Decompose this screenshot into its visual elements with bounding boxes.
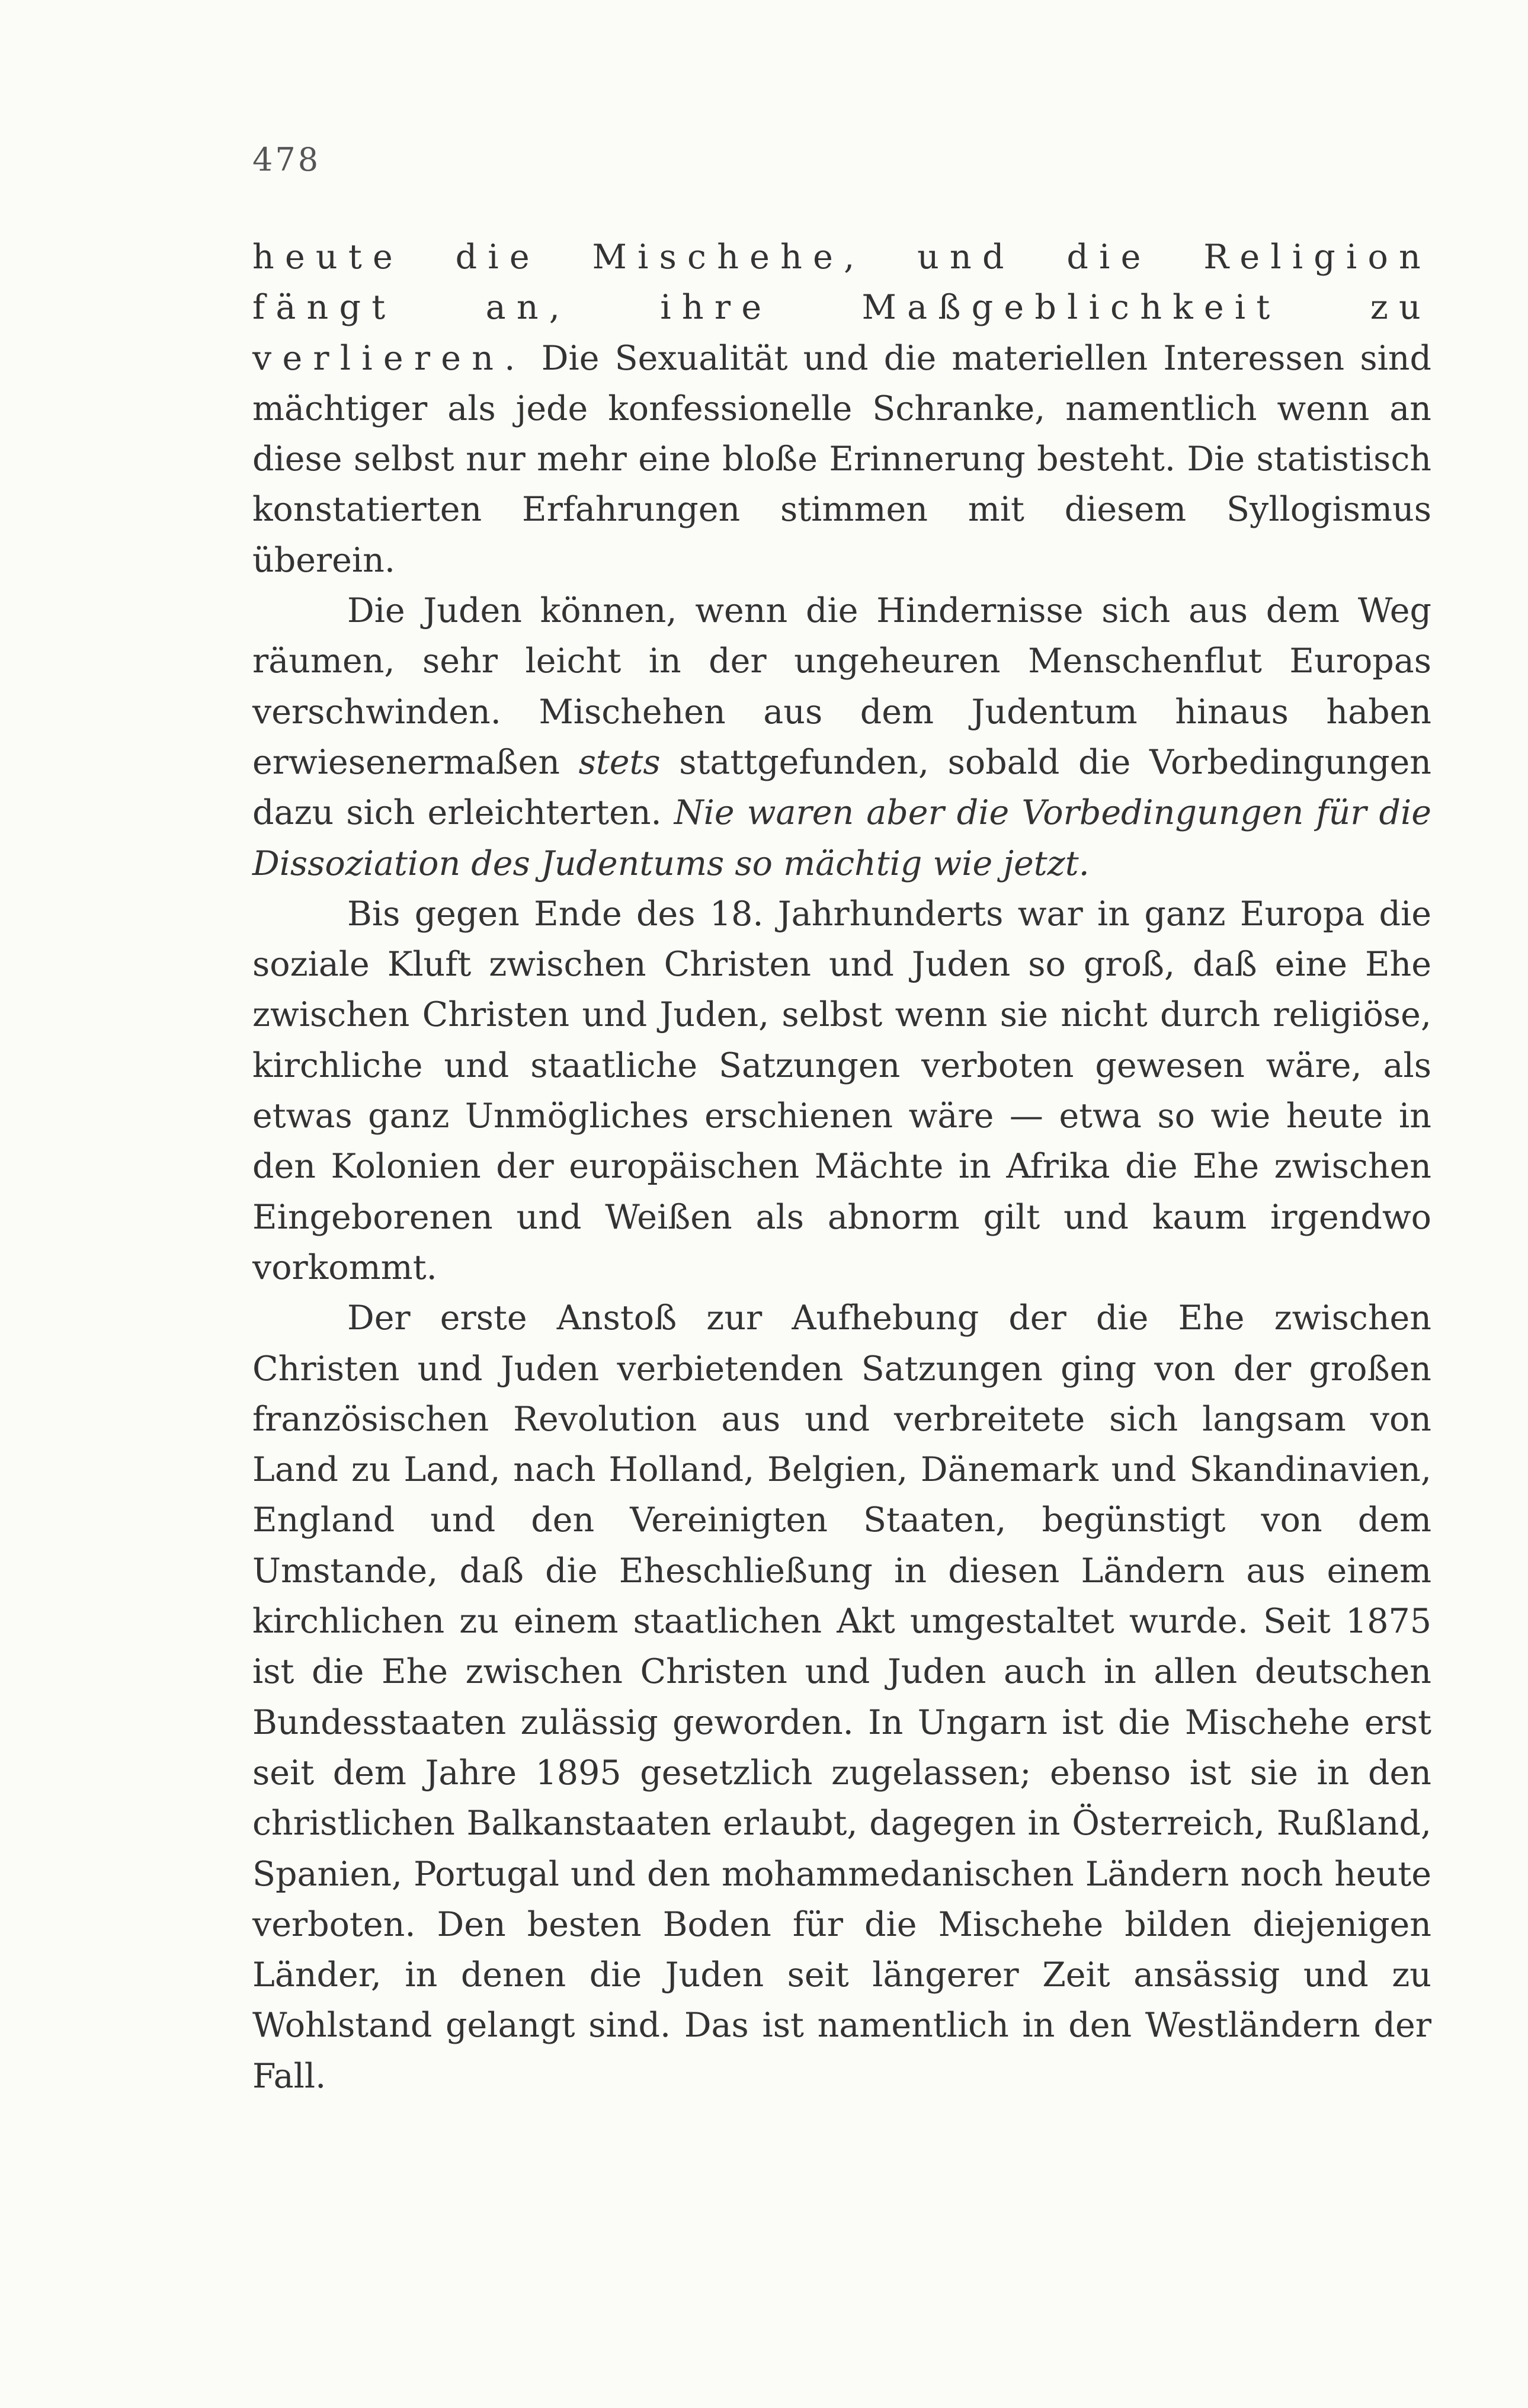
paragraph-4: Der erste Anstoß zur Aufhebung der die Ehe zwischen Christen und Juden verbietenden Satzungen ging von der großen französischen Revolution aus und verbreitete sich langsam von Land zu Land, nach Holland, Belgien, Dänemark und Skandinavien, England und den Vereinigten Staaten, begünstigt von dem Umstande, daß die Eheschließung in diesen Ländern aus einem kirchlichen zu einem staatlichen Akt umgestaltet wurde. Seit 1875 ist die Ehe zwischen Christen und Juden auch in allen deutschen Bundesstaaten zulässig geworden. In Ungarn ist die Mischehe erst seit dem Jahre 1895 gesetzlich zugelassen; ebenso ist sie in den christlichen Balkanstaaten erlaubt, dagegen in Österreich, Rußland, Spanien, Portugal und den mohammedanischen Ländern noch heute verboten. Den besten Boden für die Mischehe bilden diejenigen Länder, in denen die Juden seit längerer Zeit ansässig und zu Wohlstand gelangt sind. Das ist namentlich in den Westländern der Fall. [252, 1298, 1431, 2096]
paragraph-1 [252, 232, 1431, 586]
italic-emphasis: Nie waren aber die Vorbedingungen für die Dissoziation des Judentums so mächtig wie jetzt. [252, 793, 1432, 883]
body-text [252, 232, 1431, 2102]
paragraph-text: stattgefunden, sobald die Vorbedingungen dazu sich erleichterten. [252, 742, 1432, 833]
italic-emphasis: stets [578, 742, 661, 782]
paragraph-text: Die Juden können, wenn die Hindernisse sich aus dem Weg räumen, sehr leicht in der ungeheuren Menschenflut Europas verschwinden. Mischehen aus dem Judentum hinaus haben erwiesenermaßen [252, 591, 1431, 782]
paragraph-3: Bis gegen Ende des 18. Jahrhunderts war in ganz Europa die soziale Kluft zwischen Christen und Juden so groß, daß eine Ehe zwischen Christen und Juden, selbst wenn sie nicht durch religiöse, kirchliche und staatliche Satzungen verboten gewesen wäre, als etwas ganz Unmögliches erschienen wäre — etwa so wie heute in den Kolonien der europäischen Mächte in Afrika die Ehe zwischen Eingeborenen und Weißen als abnorm gilt und kaum irgendwo vorkommt. [252, 894, 1431, 1287]
paragraph-text: Die Sexualität und die materiellen Interessen sind mächtiger als jede konfessionelle Schranke, namentlich wenn an diese selbst nur mehr eine bloße Erinnerung besteht. Die statistisch konstatierten Erfahrungen stimmen mit diesem Syllogismus überein. [252, 338, 1431, 580]
spaced-emphasis: heute die Mischehe, und die Religion fängt an, ihre Maßgeblichkeit zu verlieren. [252, 238, 1431, 378]
page-number: 478 [252, 141, 321, 178]
paragraph-2 [252, 586, 1431, 889]
